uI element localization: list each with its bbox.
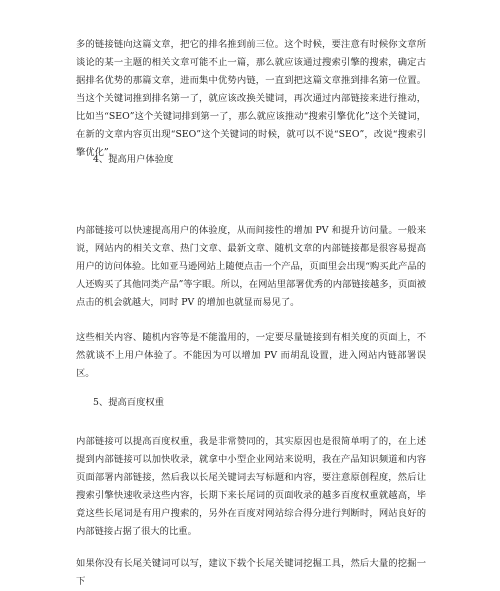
- body-paragraph-5: 如果你没有长尾关键词可以写，建议下载个长尾关键词挖掘工具，然后大量的挖掘一下: [76, 558, 426, 587]
- body-paragraph-2: 内部链接可以快速提高用户的体验度，从而间接性的增加 PV 和提升访问量。一般来说，网站内的相关文章、热门文章、最新文章、随机文章的内部链接都是很容易提高用户的访问体验。比如亚马逊网站上随便点击一个产品，页面里会出现“购买此产品的人还购买了其他同类产品”等字眼。所以，在网站里部署优秀的内部链接越多，页面被点击的机会就越大，同时 PV 的增加也就显而易见了。: [76, 225, 426, 308]
- body-paragraph-3: 这些相关内容、随机内容等是不能滥用的，一定要尽量链接到有相关度的页面上，不然就谈不上用户体验了。不能因为可以增加 PV 而胡乱设置，进入网站内链部署误区。: [76, 332, 426, 379]
- body-paragraph-1: 多的链接链向这篇文章，把它的排名推到前三位。这个时候，要注意有时候你文章所谈论的某一主题的相关文章可能不止一篇，那么就应该通过搜索引擎的搜索，确定古据排名优势的那篇文章，进而集中优势内链，一直到把这篇文章推到排名第一位置。当这个关键词推到排名第一了，就应该改换关键词，再次通过内部链接来进行推动，比如当“SEO”这个关键词排到第一了，那么就应该推动“搜索引擎优化”这个关键词，在新的文章内容页出现“SEO”这个关键词的时候，就可以不说“SEO”，改说“搜索引擎优化”。: [76, 39, 426, 158]
- section-heading-5: 5、提高百度权重: [93, 397, 164, 408]
- section-heading-4: 4、提高用户体验度: [93, 154, 174, 165]
- body-paragraph-4: 内部链接可以提高百度权重，我是非常赞同的，其实原因也是很简单明了的，在上述提到内部链接可以加快收录，就拿中小型企业网站来说明，我在产品知识频道和内容页面部署内部链接，然后我以长尾关键词去写标题和内容，要注意原创程度，然后让搜索引擎快速收录这些内容，长期下来长尾词的页面收录的越多百度权重就越高，毕竟这些长尾词是有用户搜索的，另外在百度对网站综合得分进行判断时，网站良好的内部链接占据了很大的比重。: [76, 436, 426, 537]
